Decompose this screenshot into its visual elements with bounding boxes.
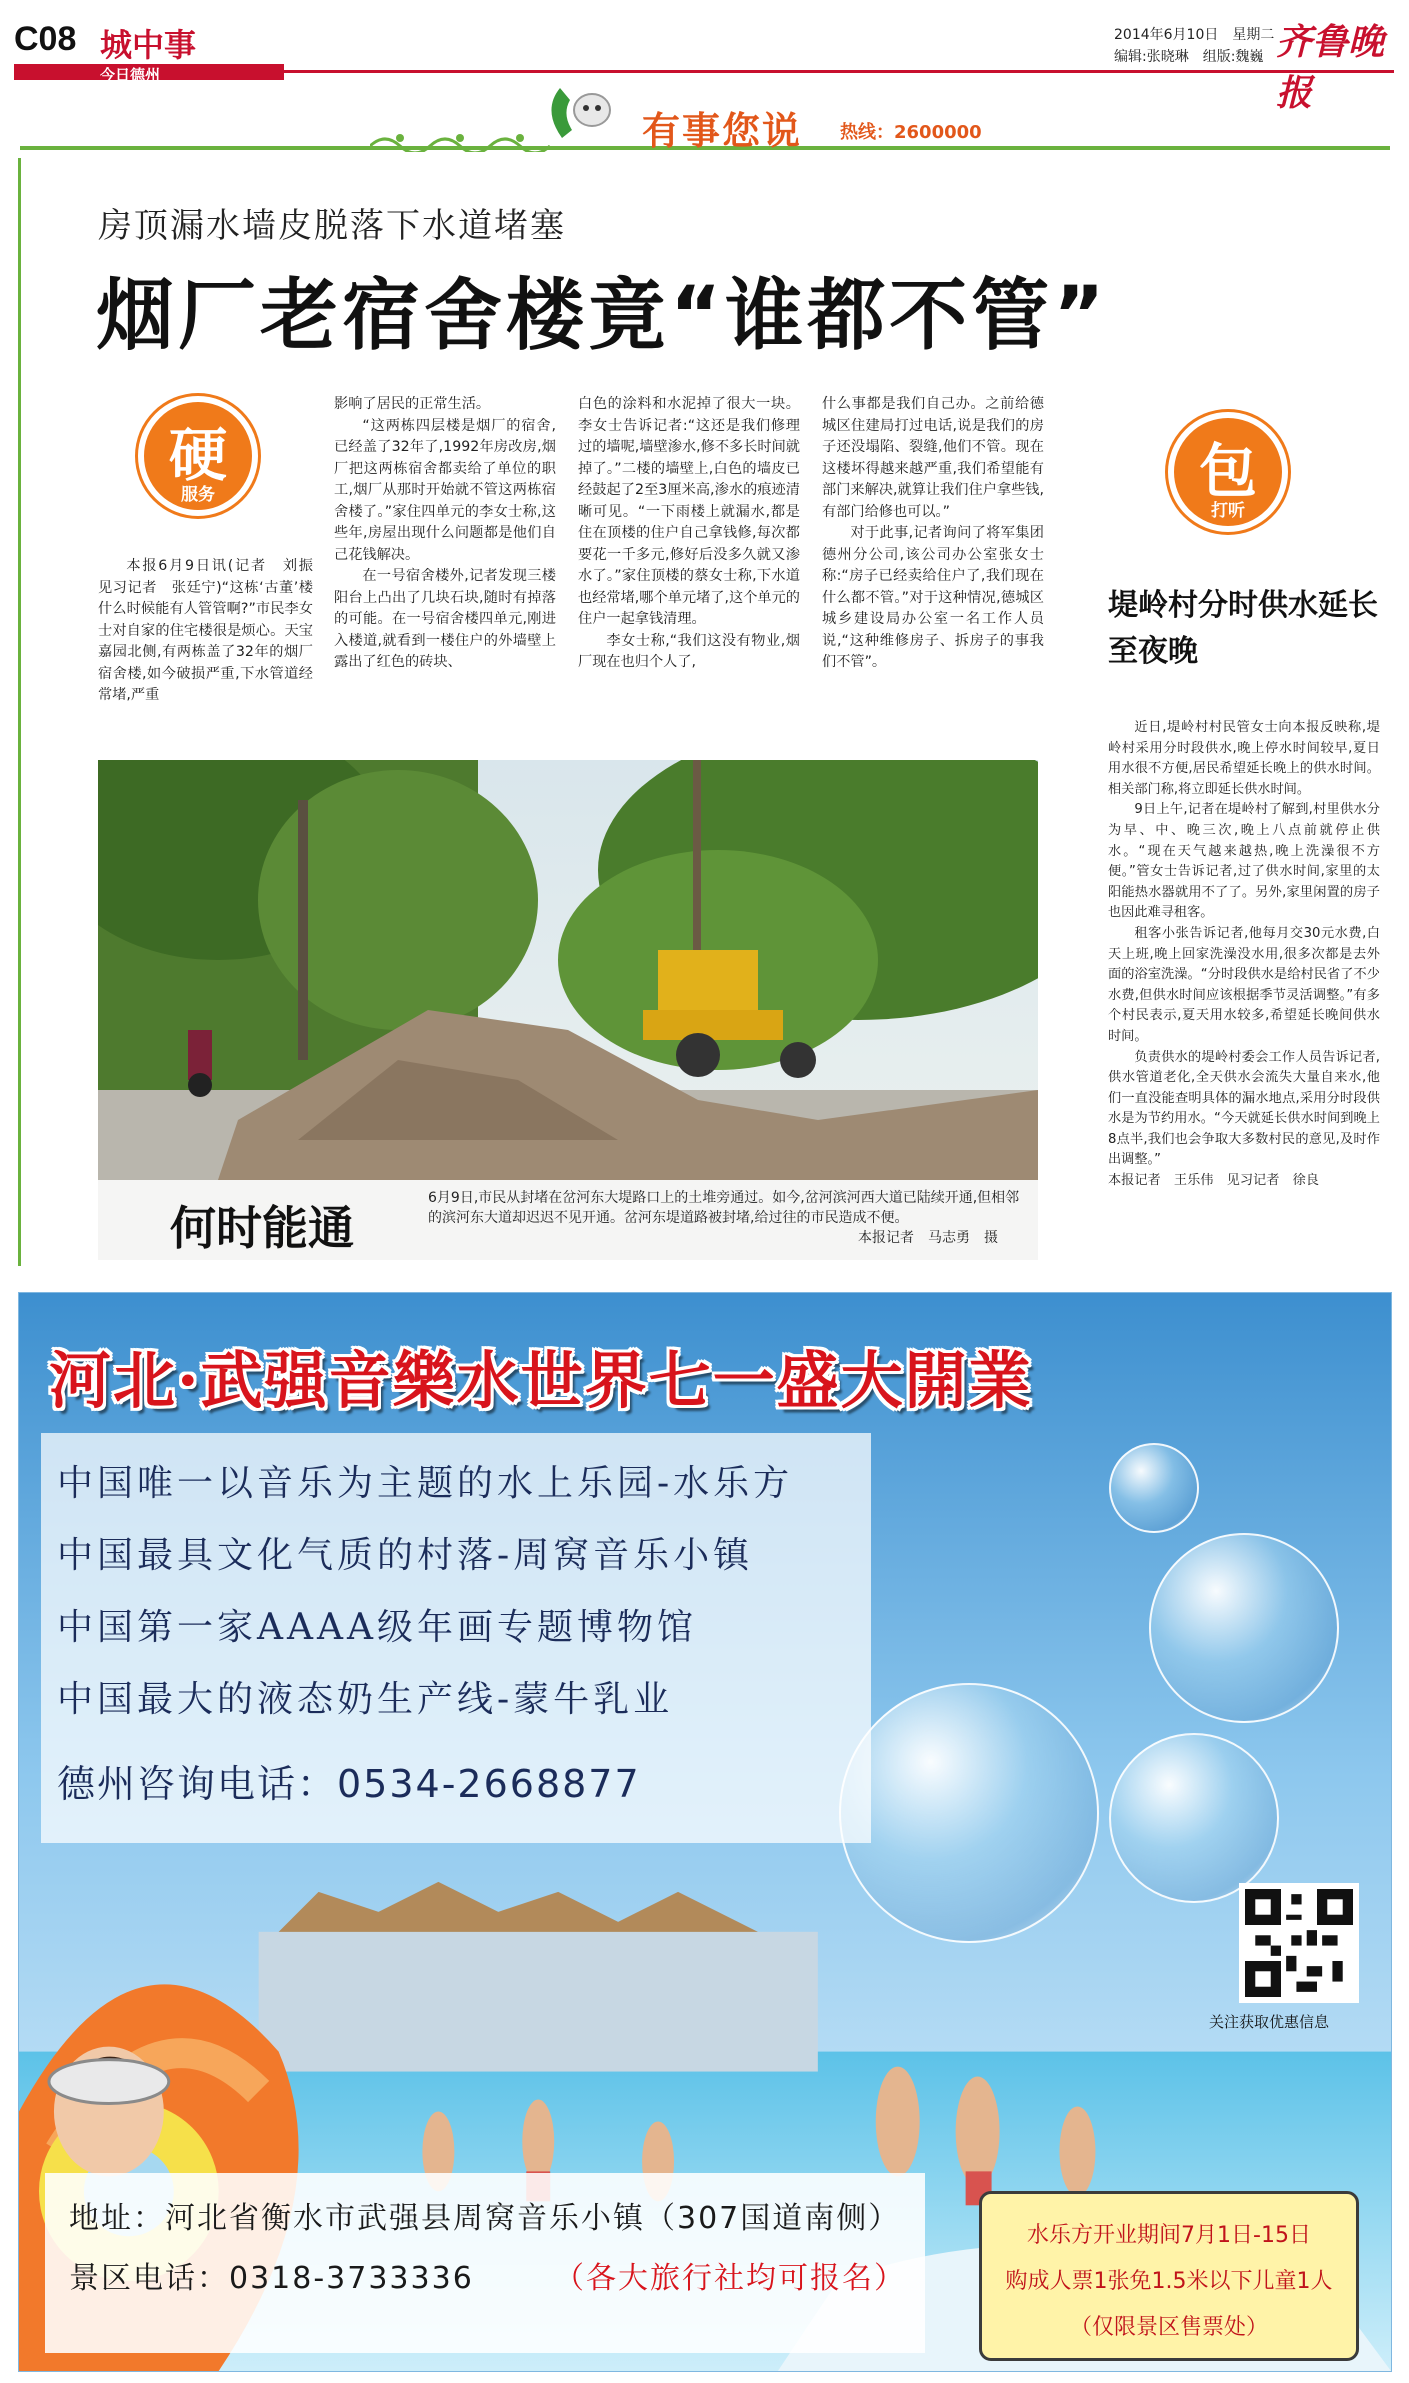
side-story-headline: 堤岭村分时供水延长至夜晚 bbox=[1108, 588, 1378, 669]
vine-decoration-icon bbox=[370, 128, 550, 152]
ad-title: 河北·武强音樂水世界七一盛大開業 bbox=[49, 1344, 1033, 1417]
inquiry-badge-char: 包 bbox=[1198, 437, 1257, 505]
ad-agency-note: （各大旅行社均可报名） bbox=[554, 2261, 906, 2296]
advertisement bbox=[18, 1292, 1392, 2372]
dairy-photo-bubble bbox=[1109, 1733, 1279, 1903]
story-deck: 房顶漏水墙皮脱落下水道堵塞 bbox=[98, 206, 566, 246]
paragraph: 李女士称,“我们这没有物业,烟厂现在也归个人了, bbox=[578, 632, 800, 670]
paragraph: 对于此事,记者询问了将军集团德州分公司,该公司办公室张女士称:“房子已经卖给住户了,我们现在什么都不管。”对于这种情况,德城区城乡建设局办公室一名工作人员说,“这种维修房子、拆房子的事我们不管”。 bbox=[822, 525, 1044, 670]
ad-promo-line: 购成人票1张免1.5米以下儿童1人 bbox=[1005, 2269, 1333, 2294]
telephone-icon bbox=[540, 80, 620, 150]
main-story bbox=[18, 158, 1392, 1266]
story-headline: 烟厂老宿舍楼竟“谁都不管” bbox=[96, 271, 1109, 361]
story-column-4 bbox=[822, 394, 1044, 674]
paragraph: 租客小张告诉记者,他每月交30元水费,白天上班,晚上回家洗澡没水用,很多次都是去外面的浴室洗澡。“分时段供水是给村民省了不少水费,但供水时间应该根据季节灵活调整。”有多个村民表示,夏天用水较多,希望延长晚间供水时间。 bbox=[1108, 925, 1380, 1044]
ad-feature-line: 中国最大的液态奶生产线-蒙牛乳业 bbox=[57, 1679, 674, 1720]
story-frame bbox=[18, 158, 21, 1266]
service-badge-label: 服务 bbox=[181, 485, 215, 505]
inquiry-badge bbox=[1168, 412, 1288, 532]
page-code: C08 bbox=[14, 20, 77, 58]
news-photo bbox=[98, 760, 1038, 1260]
photo-label: 何时能通 bbox=[170, 1201, 354, 1255]
story-column-2 bbox=[334, 394, 556, 674]
paragraph: 近日,堤岭村村民管女士向本报反映称,堤岭村采用分时段供水,晚上停水时间较早,夏日用水很不方便,居民希望延长晚上的供水时间。相关部门称,将立即延长供水时间。 bbox=[1108, 720, 1380, 797]
village-photo-bubble bbox=[1149, 1533, 1339, 1723]
paragraph: 白色的涂料和水泥掉了很大一块。李女士告诉记者:“这还是我们修理过的墙呢,墙壁渗水,修不多长时间就掉了。”二楼的墙壁上,白色的墙皮已经鼓起了2至3厘米高,渗水的痕迹清晰可见。“一下雨楼上就漏水,都是住在顶楼的住户自己拿钱修,每次都要花一千多元,修好后没多久就又渗水了。”家住顶楼的蔡女士称,下水道也经常堵,哪个单元堵了,这个单元的住户一起拿钱清理。 bbox=[578, 396, 800, 627]
ad-scenic-phone: 景区电话：0318-3733336 bbox=[69, 2261, 474, 2296]
gate-photo-bubble bbox=[839, 1683, 1099, 1943]
editors-credit: 编辑:张晓琳 组版:魏巍 bbox=[1114, 49, 1264, 65]
section-name: 城中事 bbox=[100, 26, 197, 64]
service-badge bbox=[138, 396, 258, 516]
paragraph: “这两栋四层楼是烟厂的宿舍,已经盖了32年了,1992年房改房,烟厂把这两栋宿舍都卖给了单位的职工,烟厂从那时开始就不管这两栋宿舍楼了。”家住四单元的李女士称,这些年,房屋出现什么问题都是他们自己花钱解决。 bbox=[334, 417, 556, 563]
side-story-body bbox=[1108, 718, 1380, 1192]
service-badge-char: 硬 bbox=[168, 421, 227, 489]
qr-code-caption: 关注获取优惠信息 bbox=[1209, 2013, 1330, 2031]
hotline-title: 有事您说 bbox=[642, 109, 803, 153]
ad-promo-line: （仅限景区售票处） bbox=[1069, 2315, 1268, 2340]
paragraph: 在一号宿舍楼外,记者发现三楼阳台上凸出了几块石块,随时有掉落的可能。在一号宿舍楼四单元,刚进入楼道,就看到一楼住户的外墙壁上露出了红色的砖块、 bbox=[334, 568, 556, 670]
masthead bbox=[14, 14, 1394, 114]
ad-dezhou-phone: 德州咨询电话：0534-2668877 bbox=[57, 1762, 641, 1806]
subsection-name: 今日德州 bbox=[100, 66, 161, 84]
ad-promo-box bbox=[979, 2191, 1359, 2361]
paragraph: 本报6月9日讯(记者 刘振 见习记者 张廷宁)“这栋‘古董’楼什么时候能有人管管啊?”市民李女士对自家的住宅楼很是烦心。天宝嘉园北侧,有两栋盖了32年的烟厂宿舍楼,如今破损严重,下水管道经常堵,严重 bbox=[98, 558, 328, 703]
story-column-3 bbox=[578, 394, 800, 674]
paragraph: 什么事都是我们自己办。之前给德城区住建局打过电话,说是我们的房子还没塌陷、裂缝,他们不管。现在这楼坏得越来越严重,我们希望能有部门来解决,就算让我们住户拿些钱,有部门给修也可以。” bbox=[822, 396, 1044, 520]
qr-code-icon bbox=[1239, 1883, 1359, 2003]
bubble-decoration bbox=[1109, 1443, 1199, 1533]
issue-date: 2014年6月10日 星期二 bbox=[1114, 27, 1275, 43]
ad-feature-line: 中国唯一以音乐为主题的水上乐园-水乐方 bbox=[57, 1463, 794, 1504]
ad-feature-line: 中国最具文化气质的村落-周窝音乐小镇 bbox=[57, 1535, 754, 1576]
photo-caption-text: 6月9日,市民从封堵在岔河东大堤路口上的土堆旁通过。如今,岔河滨河西大道已陆续开通,但相邻的滨河东大道却迟迟不见开通。岔河东堤道路被封堵,给过往的市民造成不便。 bbox=[428, 1190, 1020, 1226]
paragraph: 9日上午,记者在堤岭村了解到,村里供水分为早、中、晚三次,晚上八点前就停止供水。“现在天气越来越热,晚上洗澡很不方便。”管女士告诉记者,过了供水时间,家里的太阳能热水器就用不了了。另外,家里闲置的房子也因此难寻租客。 bbox=[1108, 802, 1380, 921]
ad-feature-line: 中国第一家AAAA级年画专题博物馆 bbox=[57, 1607, 697, 1648]
photo-credit: 本报记者 马志勇 摄 bbox=[858, 1230, 998, 1246]
ad-address: 地址：河北省衡水市武强县周窝音乐小镇（307国道南侧） bbox=[69, 2201, 901, 2236]
story-column-1 bbox=[98, 556, 328, 707]
ad-promo-line: 水乐方开业期间7月1日-15日 bbox=[1027, 2223, 1311, 2248]
inquiry-badge-label: 打听 bbox=[1211, 501, 1245, 521]
header-rule bbox=[284, 70, 1394, 73]
paragraph: 影响了居民的正常生活。 bbox=[334, 396, 491, 412]
hotline-banner bbox=[20, 80, 1390, 160]
paper-logo: 齐鲁晚报 bbox=[1276, 21, 1385, 114]
paragraph: 负责供水的堤岭村委会工作人员告诉记者,供水管道老化,全天供水会流失大量自来水,他们一直没能查明具体的漏水地点,采用分时段供水是为节约用水。“今天就延长供水时间到晚上8点半,我们也会争取大多数村民的意见,及时作出调整。” bbox=[1108, 1049, 1380, 1168]
photo-caption bbox=[428, 1188, 1028, 1248]
hotline-number: 热线：2600000 bbox=[840, 122, 982, 143]
side-story-byline: 本报记者 王乐伟 见习记者 徐良 bbox=[1108, 1173, 1319, 1189]
